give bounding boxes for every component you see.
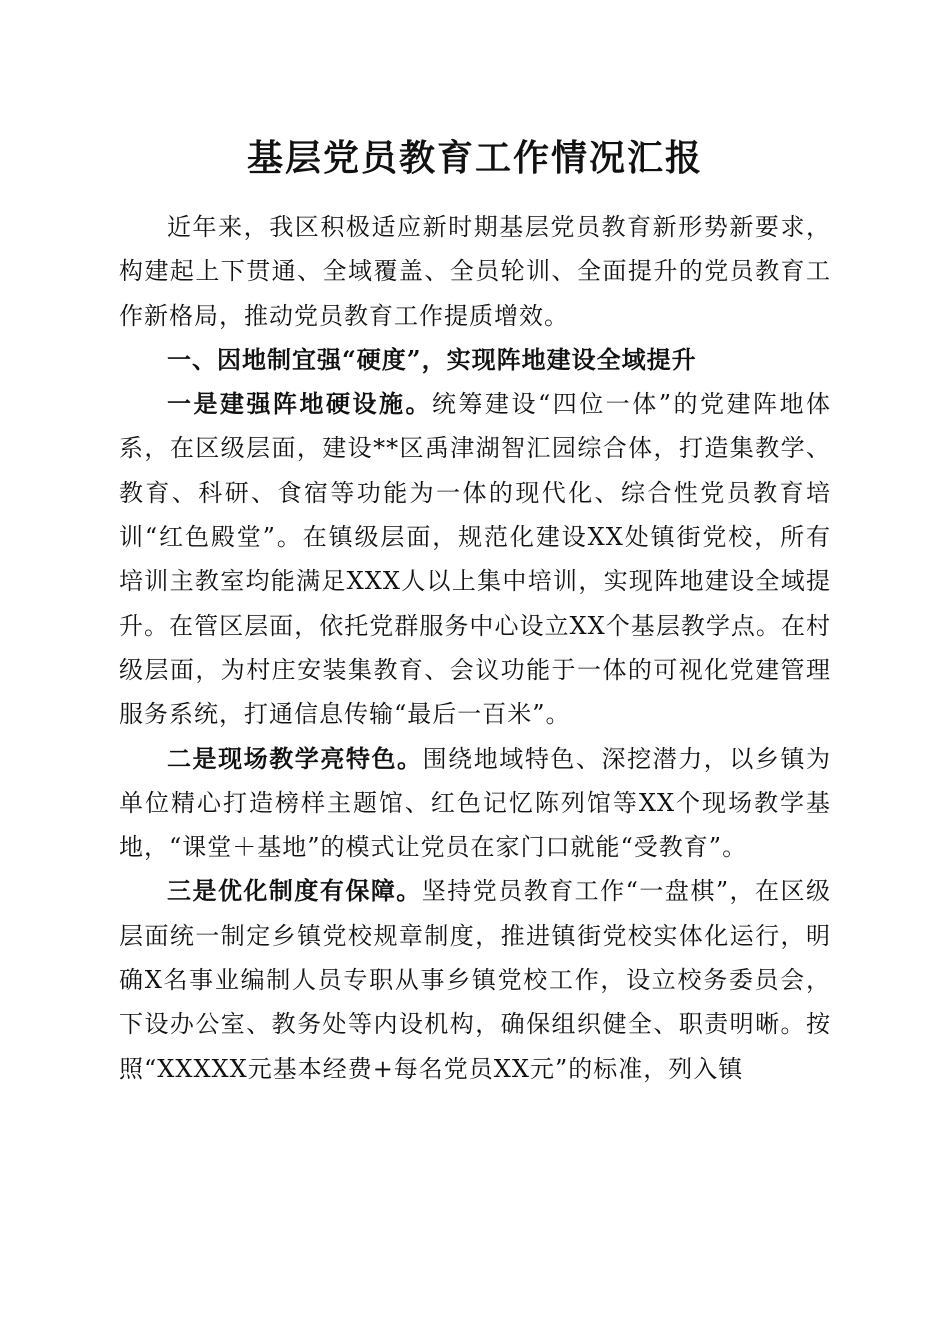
paragraph-2-text: 围绕地域特色、深挖潜力，以乡镇为单位精心打造榜样主题馆、红色记忆陈列馆等XX个现场教学基地，“课堂＋基地”的模式让党员在家门口就能“受教育”。 [119,744,832,862]
paragraph-3 [119,869,831,1090]
paragraph-2-lead: 二是现场教学亮特色。 [167,743,423,773]
paragraph-2 [119,737,831,870]
document-title: 基层党员教育工作情况汇报 [246,137,703,179]
document-body [119,205,831,1091]
paragraph-3-text: 坚持党员教育工作“一盘棋”，在区级层面统一制定乡镇党校规章制度，推进镇街党校实体化运行，明确X名事业编制人员专职从事乡镇党校工作，设立校务委员会，下设办公室、教务处等内设机构，确保组织健全、职责明晰。按照“XXXXX元基本经费+每名党员XX元”的标准，列入镇 [119,877,831,1083]
paragraph-1-text: 统筹建设“四位一体”的党建阵地体系，在区级层面，建设**区禹津湖智汇园综合体，打造集教学、教育、科研、食宿等功能为一体的现代化、综合性党员教育培训“红色殿堂”。在镇级层面，规范化建设XX处镇街党校，所有培训主教室均能满足XXX人以上集中培训，实现阵地建设全域提升。在管区层面，依托党群服务中心设立XX个基层教学点。在村级层面，为村庄安装集教育、会议功能于一体的可视化党建管理服务系统，打通信息传输“最后一百米”。 [119,390,831,729]
paragraph-1 [119,382,831,736]
paragraph-1-lead: 一是建强阵地硬设施。 [167,389,432,419]
section-heading-1: 一、因地制宜强“硬度”，实现阵地建设全域提升 [167,344,697,374]
intro-paragraph: 近年来，我区积极适应新时期基层党员教育新形势新要求，构建起上下贯通、全域覆盖、全员轮训、全面提升的党员教育工作新格局，推动党员教育工作提质增效。 [119,213,831,330]
paragraph-3-lead: 三是优化制度有保障。 [167,876,422,906]
